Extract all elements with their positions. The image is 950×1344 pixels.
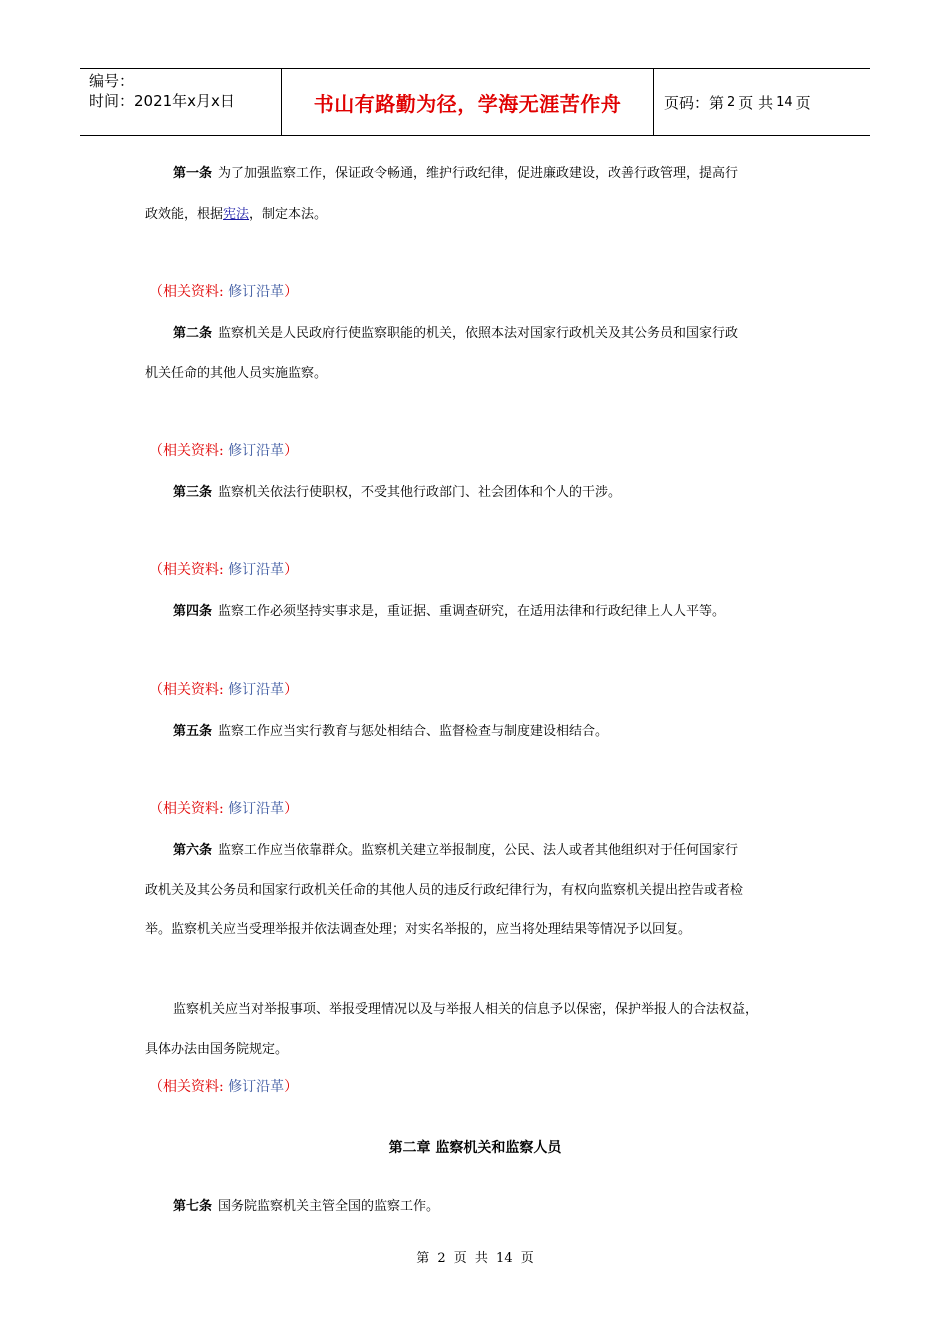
ref-open: （相关资料: <box>149 443 224 459</box>
chapter-2-heading: 第二章 监察机关和监察人员 <box>388 1140 562 1156</box>
article-2-line-1 <box>173 322 738 341</box>
header-motto: 书山有路勤为径，学海无涯苦作舟 <box>282 69 654 135</box>
article-4-title: 第四条 <box>173 604 213 619</box>
page-prefix: 页码：第 <box>664 93 725 112</box>
article-6-line-2: 政机关及其公务员和国家行政机关任命的其他人员的违反行政纪律行为，有权向监察机关提出控告或者检 <box>145 883 744 898</box>
page-footer: 第 2 页 共 14 页 <box>416 1251 534 1266</box>
related-materials-6 <box>149 1076 298 1096</box>
related-materials-5 <box>149 798 298 818</box>
article-4-text: 监察工作必须坚持实事求是，重证据、重调查研究，在适用法律和行政纪律上人人平等。 <box>218 604 726 619</box>
revision-history-link[interactable]: 修订沿革 <box>223 284 285 300</box>
article-1-title: 第一条 <box>173 166 213 181</box>
related-materials-2 <box>149 440 298 460</box>
article-2-line-2: 机关任命的其他人员实施监察。 <box>145 366 328 381</box>
article-2-text: 监察机关是人民政府行使监察职能的机关，依照本法对国家行政机关及其公务员和国家行政 <box>218 326 739 341</box>
article-1-line-1 <box>173 162 738 181</box>
ref-open: （相关资料: <box>149 284 224 300</box>
article-5-text: 监察工作应当实行教育与惩处相结合、监督检查与制度建设相结合。 <box>218 724 609 739</box>
page-suffix: 页 <box>795 93 811 112</box>
revision-history-link[interactable]: 修订沿革 <box>223 801 285 817</box>
article-3-line-1 <box>173 481 621 500</box>
ref-open: （相关资料: <box>149 801 224 817</box>
page-total: 14 <box>776 94 793 110</box>
article-3-title: 第三条 <box>173 485 213 500</box>
article-6-line-1 <box>173 839 738 858</box>
article-3-text: 监察机关依法行使职权，不受其他行政部门、社会团体和个人的干涉。 <box>218 485 622 500</box>
number-label: 编号： <box>89 72 135 90</box>
ref-close: ） <box>284 1079 299 1095</box>
related-materials-3 <box>149 559 298 579</box>
page-mid: 页 共 <box>738 93 774 112</box>
article-7-line-1 <box>173 1195 439 1214</box>
article-1-text-b: ，制定本法。 <box>249 207 328 222</box>
article-5-line-1 <box>173 720 608 739</box>
page-current: 2 <box>727 94 736 110</box>
revision-history-link[interactable]: 修订沿革 <box>223 443 285 459</box>
constitution-link[interactable]: 宪法 <box>223 207 250 222</box>
article-1-text-a: 政效能，根据 <box>145 207 224 222</box>
ref-open: （相关资料: <box>149 562 224 578</box>
ref-close: ） <box>284 682 299 698</box>
article-6-line-3: 举。监察机关应当受理举报并依法调查处理；对实名举报的，应当将处理结果等情况予以回复。 <box>145 922 692 937</box>
revision-history-link[interactable]: 修订沿革 <box>223 682 285 698</box>
article-6-title: 第六条 <box>173 843 213 858</box>
article-5-title: 第五条 <box>173 724 213 739</box>
ref-close: ） <box>284 801 299 817</box>
header-meta <box>80 69 282 135</box>
ref-close: ） <box>284 562 299 578</box>
article-1-text: 为了加强监察工作，保证政令畅通，维护行政纪律，促进廉政建设，改善行政管理，提高行 <box>218 166 739 181</box>
article-7-text: 国务院监察机关主管全国的监察工作。 <box>218 1199 440 1214</box>
ref-open: （相关资料: <box>149 1079 224 1095</box>
related-materials-4 <box>149 679 298 699</box>
page-header <box>80 68 870 136</box>
article-6-text: 监察工作应当依靠群众。监察机关建立举报制度，公民、法人或者其他组织对于任何国家行 <box>218 843 739 858</box>
article-6-para-2-line-2: 具体办法由国务院规定。 <box>145 1042 289 1057</box>
article-2-title: 第二条 <box>173 326 213 341</box>
revision-history-link[interactable]: 修订沿革 <box>223 562 285 578</box>
ref-close: ） <box>284 443 299 459</box>
time-label: 时间：2021年x月x日 <box>89 92 235 110</box>
ref-close: ） <box>284 284 299 300</box>
ref-open: （相关资料: <box>149 682 224 698</box>
header-page-info <box>654 69 870 135</box>
article-4-line-1 <box>173 600 725 619</box>
related-materials-1 <box>149 281 298 301</box>
article-6-para-2-line-1: 监察机关应当对举报事项、举报受理情况以及与举报人相关的信息予以保密，保护举报人的合法权益， <box>173 1002 759 1017</box>
revision-history-link[interactable]: 修订沿革 <box>223 1079 285 1095</box>
article-1-line-2 <box>145 203 327 222</box>
article-7-title: 第七条 <box>173 1199 213 1214</box>
